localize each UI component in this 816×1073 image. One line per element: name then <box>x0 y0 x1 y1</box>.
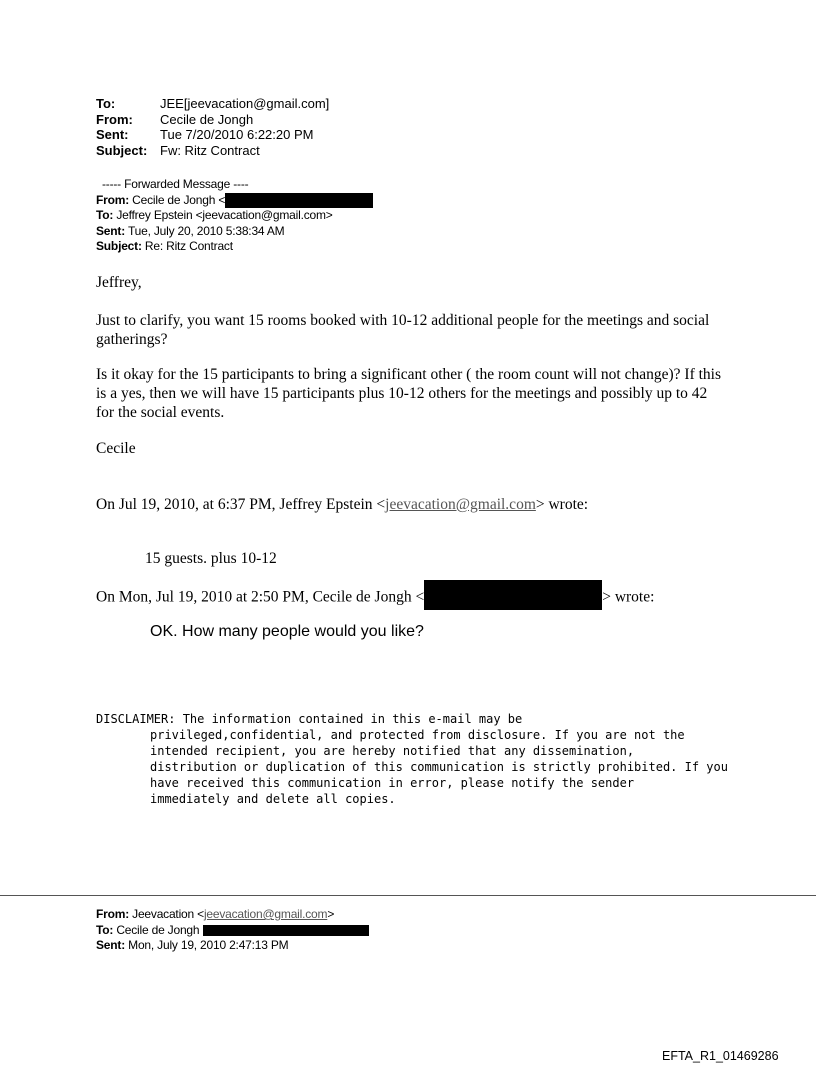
redaction-block <box>225 193 373 208</box>
forwarded-banner: ----- Forwarded Message ---- <box>102 177 249 191</box>
header-from-row <box>96 112 329 128</box>
fwd-from-label: From: <box>96 192 129 207</box>
document-id: EFTA_R1_01469286 <box>662 1049 779 1063</box>
fwd-subject-label: Subject: <box>96 239 142 253</box>
prior-from-row <box>96 907 369 923</box>
subject-value: Fw: Ritz Contract <box>160 142 260 158</box>
signoff: Cecile <box>96 440 136 457</box>
quote1-suffix: > wrote: <box>535 496 589 513</box>
fwd-from-value: Cecile de Jongh < <box>132 192 226 207</box>
header-to-row <box>96 96 329 112</box>
to-value: JEE[jeevacation@gmail.com] <box>160 96 330 111</box>
disclaimer-line: intended recipient, you are hereby notified that any dissemination, <box>150 744 635 758</box>
prior-to-row <box>96 923 369 939</box>
sent-value: Tue 7/20/2010 6:22:20 PM <box>160 127 314 142</box>
prior-sent-value: Mon, July 19, 2010 2:47:13 PM <box>128 938 289 952</box>
quote-attribution-1 <box>96 495 588 514</box>
subject-label: Subject: <box>96 142 148 158</box>
divider <box>0 895 816 896</box>
prior-to-value: Cecile de Jongh <box>116 922 200 937</box>
redaction-block <box>424 580 602 610</box>
fwd-subject-row <box>96 239 373 255</box>
quote2-text: OK. How many people would you like? <box>150 623 424 640</box>
to-label: To: <box>96 96 116 111</box>
prior-from-email-link[interactable]: jeevacation@gmail.com <box>203 907 328 921</box>
quote1-text: 15 guests. plus 10-12 <box>145 550 277 567</box>
disclaimer-first-line: DISCLAIMER: The information contained in this e-mail may be <box>96 712 523 726</box>
fwd-to-row <box>96 208 373 224</box>
quote1-email-link[interactable]: jeevacation@gmail.com <box>385 496 536 513</box>
fwd-sent-label: Sent: <box>96 223 126 238</box>
greeting: Jeffrey, <box>96 274 142 291</box>
fwd-subject-value: Re: Ritz Contract <box>144 239 233 253</box>
quote-attribution-2 <box>96 586 654 610</box>
body-paragraph-2: Is it okay for the 15 participants to bring a significant other ( the room count will not change)? If this is a yes, then we will have 15 participants plus 10-12 others for the meetings and possibly up to 42 for the social events. <box>96 366 722 421</box>
prior-to-label: To: <box>96 922 114 937</box>
prior-sent-label: Sent: <box>96 938 126 952</box>
disclaimer-line: privileged,confidential, and protected from disclosure. If you are not the <box>150 728 685 742</box>
email-header <box>96 96 329 158</box>
disclaimer-line: distribution or duplication of this communication is strictly prohibited. If you <box>150 760 728 774</box>
prior-from-suffix: > <box>327 907 335 921</box>
fwd-sent-value: Tue, July 20, 2010 5:38:34 AM <box>127 223 285 238</box>
disclaimer <box>96 711 728 807</box>
from-value: Cecile de Jongh <box>160 111 254 127</box>
fwd-to-label: To: <box>96 208 114 222</box>
redaction-block <box>203 925 369 936</box>
quote2-prefix: On Mon, Jul 19, 2010 at 2:50 PM, Cecile de Jongh < <box>96 588 425 606</box>
fwd-from-row <box>96 193 373 209</box>
body-paragraph-1: Just to clarify, you want 15 rooms booked with 10-12 additional people for the meetings and social gatherings? <box>96 312 710 348</box>
fwd-sent-row <box>96 224 373 240</box>
disclaimer-line: immediately and delete all copies. <box>150 792 396 806</box>
from-label: From: <box>96 111 133 127</box>
prior-from-label: From: <box>96 907 129 921</box>
quote1-prefix: On Jul 19, 2010, at 6:37 PM, Jeffrey Epstein < <box>96 496 386 513</box>
prior-sent-row <box>96 938 369 954</box>
disclaimer-line: have received this communication in error, please notify the sender <box>150 776 635 790</box>
prior-from-prefix: Jeevacation < <box>132 907 204 921</box>
fwd-to-value: Jeffrey Epstein <jeevacation@gmail.com> <box>116 208 333 222</box>
disclaimer-body <box>96 727 728 807</box>
header-subject-row <box>96 143 329 159</box>
quote2-suffix: > wrote: <box>602 588 655 606</box>
header-sent-row <box>96 127 329 143</box>
sent-label: Sent: <box>96 127 129 142</box>
prior-message-header <box>96 907 369 954</box>
forwarded-header <box>96 177 373 255</box>
